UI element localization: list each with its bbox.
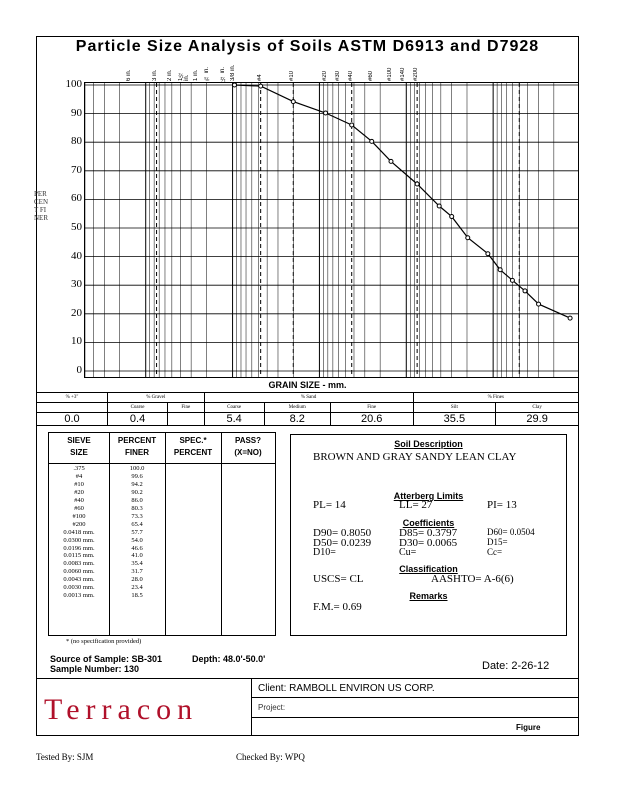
percent-finer-cell: 54.0 bbox=[131, 536, 143, 544]
y-tick-label: 40 bbox=[71, 249, 82, 262]
frac-header-gravel: % Gravel bbox=[108, 393, 205, 403]
sieve-size-cell: 0.0043 mm. bbox=[63, 576, 95, 584]
d10: D10= bbox=[313, 547, 336, 558]
frac-val-coarse-sand: 5.4 bbox=[204, 413, 264, 426]
d30: D30= 0.0065 bbox=[399, 537, 458, 549]
d15: D15= bbox=[487, 537, 508, 547]
frac-header-plus3: % +3" bbox=[37, 393, 108, 403]
y-axis-label: PERCENT FINER bbox=[34, 190, 48, 222]
percent-finer-cell: 86.0 bbox=[131, 496, 143, 504]
coefficients-title: Coefficients bbox=[402, 518, 455, 528]
sieve-label: 1 in. bbox=[193, 69, 200, 81]
spec-col-header bbox=[165, 435, 221, 459]
y-tick-label: 20 bbox=[71, 306, 82, 319]
project-label: Project: bbox=[258, 703, 286, 712]
finer-col-header-2: FINER bbox=[125, 448, 149, 457]
sieve-label: #20 bbox=[321, 70, 328, 81]
sieve-label: #200 bbox=[413, 67, 420, 81]
data-point bbox=[415, 182, 419, 186]
frac-sub-silt: Silt bbox=[413, 403, 496, 413]
percent-finer-cell: 23.4 bbox=[131, 584, 143, 592]
footer-box bbox=[36, 678, 579, 736]
sieve-size-cell: #100 bbox=[72, 512, 86, 520]
frac-val-silt: 35.5 bbox=[413, 413, 496, 426]
sieve-col-header bbox=[49, 435, 109, 459]
frac-sub-coarse-sand: Coarse bbox=[204, 403, 264, 413]
percent-finer-cell: 28.0 bbox=[131, 576, 143, 584]
tested-by: Tested By: SJM bbox=[36, 752, 94, 762]
sieve-size-cell: #60 bbox=[74, 504, 84, 512]
percent-finer-cell: 80.3 bbox=[131, 504, 143, 512]
frac-sub-coarse-gravel: Coarse bbox=[108, 403, 168, 413]
classification-title: Classification bbox=[399, 564, 458, 574]
data-point bbox=[437, 204, 441, 208]
data-point bbox=[466, 236, 470, 240]
sieve-size-cell: 0.0300 mm. bbox=[63, 536, 95, 544]
uscs: USCS= CL bbox=[313, 573, 364, 585]
spec-col-header-2: PERCENT bbox=[173, 448, 213, 457]
percent-finer-cell: 31.7 bbox=[131, 568, 143, 576]
sieve-label: ¾ in. bbox=[204, 66, 211, 81]
atterberg-title: Atterberg Limits bbox=[393, 491, 464, 501]
frac-header-sand: % Sand bbox=[204, 393, 413, 403]
soil-desc-title: Soil Description bbox=[394, 439, 463, 449]
sample-date: Date: 2-26-12 bbox=[482, 660, 550, 672]
sieve-size-cell: #40 bbox=[74, 496, 84, 504]
sieve-col-divider-3 bbox=[221, 433, 222, 635]
data-point bbox=[486, 252, 490, 256]
d85: D85= 0.3797 bbox=[399, 527, 458, 539]
percent-finer-cell: 65.4 bbox=[131, 520, 143, 528]
finer-col-header bbox=[109, 435, 165, 459]
sample-source: Source of Sample: SB-301 bbox=[50, 654, 163, 664]
sample-number: Sample Number: 130 bbox=[50, 664, 140, 674]
y-tick-label: 0 bbox=[76, 364, 82, 376]
data-point bbox=[259, 84, 263, 88]
data-point bbox=[233, 83, 237, 87]
spec-col-header-1: SPEC.* bbox=[179, 436, 207, 445]
sieve-size-cell: 0.0013 mm. bbox=[63, 592, 95, 600]
sieve-size-cell: #10 bbox=[74, 480, 84, 488]
y-tick-label: 70 bbox=[71, 163, 82, 176]
footer-hline-2 bbox=[251, 717, 578, 718]
sieve-label: #40 bbox=[347, 70, 354, 81]
d90: D90= 0.8050 bbox=[313, 527, 372, 539]
percent-finer-cell: 73.3 bbox=[131, 512, 143, 520]
fineness-modulus: F.M.= 0.69 bbox=[313, 601, 362, 613]
sieve-size-cell: 0.0030 mm. bbox=[63, 584, 95, 592]
footer-hline bbox=[251, 697, 578, 698]
percent-finer-cell: 94.2 bbox=[131, 480, 143, 488]
data-point bbox=[523, 289, 527, 293]
data-point bbox=[370, 139, 374, 143]
pass-col-header bbox=[221, 435, 275, 459]
frac-sub-medium-sand: Medium bbox=[264, 403, 330, 413]
plastic-limit: PL= 14 bbox=[313, 499, 346, 511]
percent-finer-cell: 35.4 bbox=[131, 560, 143, 568]
sieve-size-cell: 0.0083 mm. bbox=[63, 560, 95, 568]
sieve-label: 3/8 in. bbox=[230, 64, 237, 81]
sieve-label: #30 bbox=[334, 70, 341, 81]
sieve-size-cell: 0.0418 mm. bbox=[63, 528, 95, 536]
d60: D60= 0.0504 bbox=[487, 527, 535, 537]
x-axis-title: GRAIN SIZE - mm. bbox=[268, 380, 347, 390]
client-name: Client: RAMBOLL ENVIRON US CORP. bbox=[258, 683, 435, 694]
sieve-label: 2 in. bbox=[167, 69, 174, 81]
frac-val-medium-sand: 8.2 bbox=[264, 413, 330, 426]
data-point bbox=[350, 123, 354, 127]
frac-header-fines: % Fines bbox=[413, 393, 578, 403]
pass-col-header-2: (X=NO) bbox=[234, 448, 262, 457]
finer-col-header-1: PERCENT bbox=[117, 436, 157, 445]
y-tick-label: 80 bbox=[71, 135, 82, 148]
sieve-label: 1½ in. bbox=[178, 71, 191, 81]
spec-footnote: * (no specification provided) bbox=[66, 638, 142, 645]
sieve-label: 3 in. bbox=[151, 69, 158, 81]
sieve-label: #140 bbox=[400, 67, 407, 81]
aashto: AASHTO= A-6(6) bbox=[431, 573, 514, 585]
sieve-label: #10 bbox=[289, 70, 296, 81]
checked-by: Checked By: WPQ bbox=[236, 752, 305, 762]
percent-finer-cell: 90.2 bbox=[131, 488, 143, 496]
sieve-table bbox=[48, 432, 276, 636]
sieve-label: 6 in. bbox=[125, 69, 132, 81]
fraction-table bbox=[36, 392, 579, 426]
data-point bbox=[510, 278, 514, 282]
frac-sub-clay: Clay bbox=[496, 403, 579, 413]
graph-svg bbox=[85, 83, 579, 378]
data-point bbox=[537, 302, 541, 306]
percent-finer-cell: 100.0 bbox=[129, 465, 145, 472]
frac-val-clay: 29.9 bbox=[496, 413, 579, 426]
frac-val-plus3: 0.0 bbox=[37, 413, 108, 426]
percent-finer-cell: 57.7 bbox=[131, 528, 143, 536]
data-point bbox=[568, 316, 572, 320]
cc: Cc= bbox=[487, 547, 503, 557]
remarks-title: Remarks bbox=[409, 591, 448, 601]
pass-col-header-1: PASS? bbox=[234, 436, 262, 445]
sieve-size-cell: 0.0060 mm. bbox=[63, 568, 95, 576]
sieve-header-divider bbox=[49, 463, 275, 464]
sieve-size-cell: 0.0196 mm. bbox=[63, 544, 95, 552]
liquid-limit: LL= 27 bbox=[399, 499, 433, 511]
percent-finer-cell: 18.5 bbox=[131, 592, 143, 600]
data-point bbox=[291, 100, 295, 104]
y-tick-label: 90 bbox=[71, 106, 82, 119]
sieve-label: #4 bbox=[256, 74, 263, 81]
percent-finer-cell: 41.0 bbox=[131, 552, 143, 560]
frac-sub-fine-gravel: Fine bbox=[168, 403, 204, 413]
sieve-size-cell: #4 bbox=[75, 472, 83, 480]
report-title: Particle Size Analysis of Soils ASTM D6913 and D7928 bbox=[75, 38, 540, 55]
frac-val-coarse-gravel: 0.4 bbox=[108, 413, 168, 426]
percent-finer-cell: 46.6 bbox=[131, 544, 143, 552]
sieve-col-divider-2 bbox=[165, 433, 166, 635]
cu: Cu= bbox=[399, 547, 417, 558]
frac-val-fine-sand: 20.6 bbox=[330, 413, 413, 426]
sieve-label: #100 bbox=[386, 67, 393, 81]
soil-description-box bbox=[290, 434, 567, 636]
percent-finer-cell: 99.6 bbox=[131, 472, 143, 480]
company-logo: Terracon bbox=[44, 693, 199, 726]
data-point bbox=[450, 215, 454, 219]
y-tick-label: 100 bbox=[65, 78, 82, 90]
gradation-graph bbox=[84, 82, 579, 378]
sieve-size-cell: .375 bbox=[73, 465, 85, 472]
sieve-size-cell: 0.0115 mm. bbox=[63, 552, 95, 560]
footer-divider bbox=[251, 679, 252, 736]
soil-description: BROWN AND GRAY SANDY LEAN CLAY bbox=[313, 451, 517, 463]
sample-depth: Depth: 48.0'-50.0' bbox=[192, 654, 266, 664]
frac-val-fine-gravel bbox=[168, 413, 204, 426]
data-point bbox=[389, 159, 393, 163]
frac-sub-0 bbox=[37, 403, 108, 413]
frac-sub-fine-sand: Fine bbox=[330, 403, 413, 413]
sieve-label: #60 bbox=[367, 70, 374, 81]
sieve-label: ½ in. bbox=[219, 66, 226, 81]
y-tick-label: 30 bbox=[71, 278, 82, 291]
sieve-size-cell: #20 bbox=[74, 488, 84, 496]
d50: D50= 0.0239 bbox=[313, 537, 372, 549]
figure-label: Figure bbox=[516, 723, 541, 732]
y-tick-label: 60 bbox=[71, 192, 82, 205]
sieve-col-header-1: SIEVE bbox=[67, 436, 91, 445]
data-point bbox=[498, 268, 502, 272]
data-point bbox=[324, 111, 328, 115]
y-tick-label: 10 bbox=[71, 335, 82, 348]
y-tick-label: 50 bbox=[71, 221, 82, 233]
plasticity-index: PI= 13 bbox=[487, 499, 517, 511]
sieve-col-header-2: SIZE bbox=[70, 448, 88, 457]
sieve-size-cell: #200 bbox=[72, 520, 86, 528]
